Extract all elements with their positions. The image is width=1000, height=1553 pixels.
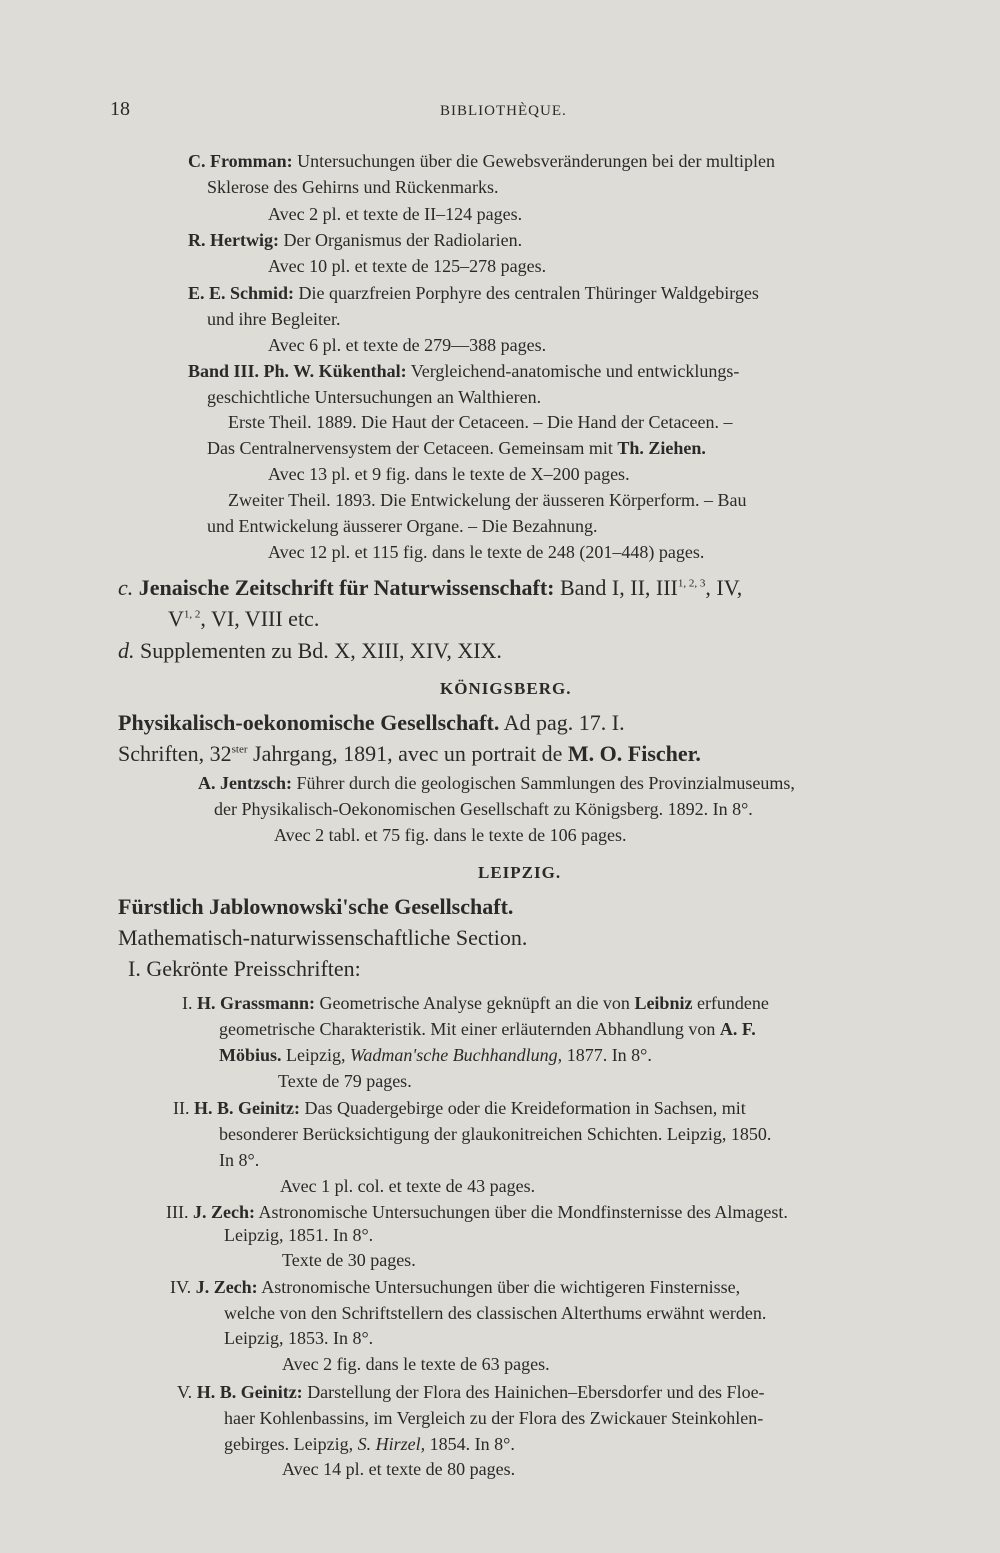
entry-extent: Avec 2 pl. et texte de II–124 pages. (268, 204, 523, 224)
entry-schriften (118, 740, 701, 768)
author-name: Th. Ziehen. (617, 438, 706, 458)
entry-extent: Texte de 79 pages. (278, 1071, 412, 1091)
entry-text: Vergleichend-anatomische und entwicklungs- (406, 361, 740, 381)
entry-extent: Texte de 30 pages. (282, 1250, 416, 1270)
entry-text: Schriften, 32 (118, 741, 232, 766)
entry-extent: Avec 14 pl. et texte de 80 pages. (282, 1459, 516, 1479)
entry-text: erfundene (692, 993, 769, 1013)
entry-text: , VI, VIII etc. (200, 606, 320, 631)
publisher: Wadman'sche Buchhandlung, (350, 1045, 563, 1065)
author-name: A. F. (719, 1019, 756, 1039)
entry-jenaische (118, 574, 742, 602)
entry-line: der Physikalisch-Oekonomischen Gesellschaft zu Königsberg. 1892. In 8°. (214, 799, 753, 819)
entry-geinitz-2 (177, 1381, 765, 1403)
society-title (118, 709, 625, 737)
author-name: Leibniz (634, 993, 693, 1013)
section-title: Mathematisch-naturwissenschaftliche Section. (118, 925, 528, 950)
entry-extent: Avec 13 pl. et 9 fig. dans le texte de X–200 pages. (268, 464, 630, 484)
entry-text: geometrische Charakteristik. Mit einer erläuternden Abhandlung von (219, 1019, 720, 1039)
entry-zech-1 (166, 1201, 788, 1223)
entry-extent: Avec 1 pl. col. et texte de 43 pages. (280, 1176, 536, 1196)
superscript: ster (231, 743, 248, 756)
entry-number: V. (177, 1382, 197, 1402)
section-heading-koenigsberg: KÖNIGSBERG. (440, 679, 572, 698)
entry-line: welche von den Schriftstellern des classischen Alterthums erwähnt werden. (224, 1303, 767, 1323)
entry-text: Ad pag. 17. I. (499, 710, 625, 735)
author-name: E. E. Schmid: (188, 283, 295, 303)
item-letter: c. (118, 575, 134, 600)
entry-text: Band I, II, III (554, 575, 678, 600)
subsection-title: I. Gekrönte Preisschriften: (128, 956, 361, 981)
society-name: Physikalisch-oekonomische Gesellschaft. (118, 710, 500, 735)
entry-line (224, 1433, 515, 1455)
entry-number: III. (166, 1202, 193, 1222)
superscript: 1, 2, 3 (677, 577, 706, 590)
entry-text: Jahrgang, 1891, avec un portrait de (247, 741, 568, 766)
entry-line: Erste Theil. 1889. Die Haut der Cetaceen. – Die Hand der Cetaceen. – (228, 412, 733, 432)
item-letter: d. (118, 638, 135, 663)
entry-text: Darstellung der Flora des Hainichen–Ebersdorfer und des Floe- (302, 1382, 765, 1402)
entry-extent: Avec 2 fig. dans le texte de 63 pages. (282, 1354, 550, 1374)
society-title: Fürstlich Jablownowski'sche Gesellschaft. (118, 894, 514, 919)
author-name: C. Fromman: (188, 151, 293, 171)
journal-title: Jenaische Zeitschrift für Naturwissenschaft: (133, 575, 555, 600)
entry-text: Das Centralnervensystem der Cetaceen. Gemeinsam mit (207, 438, 618, 458)
page-number: 18 (110, 98, 130, 120)
author-name: H. B. Geinitz: (196, 1382, 303, 1402)
entry-text: Die quarzfreien Porphyre des centralen Thüringer Waldgebirges (294, 283, 759, 303)
entry-text: Geometrische Analyse geknüpft an die von (315, 993, 635, 1013)
entry-text: Untersuchungen über die Gewebsveränderungen bei der multiplen (292, 151, 775, 171)
entry-line: besonderer Berücksichtigung der glaukonitreichen Schichten. Leipzig, 1850. (219, 1124, 772, 1144)
entry-line: und Entwickelung äusserer Organe. – Die Bezahnung. (207, 516, 598, 536)
author-name: Band III. Ph. W. Kükenthal: (188, 361, 407, 381)
entry-schmid (188, 282, 759, 304)
entry-number: IV. (170, 1277, 196, 1297)
entry-fromman (188, 150, 775, 172)
entry-line: In 8°. (219, 1150, 260, 1170)
entry-extent: Avec 6 pl. et texte de 279—388 pages. (268, 335, 547, 355)
entry-line: Leipzig, 1853. In 8°. (224, 1328, 374, 1348)
entry-text: 1877. In 8°. (562, 1045, 652, 1065)
entry-text: , IV, (705, 575, 743, 600)
entry-extent: Avec 12 pl. et 115 fig. dans le texte de 248 (201–448) pages. (268, 542, 705, 562)
entry-line: und ihre Begleiter. (207, 309, 341, 329)
section-heading-leipzig: LEIPZIG. (478, 863, 562, 882)
entry-line: haer Kohlenbassins, im Vergleich zu der Flora des Zwickauer Steinkohlen- (224, 1408, 764, 1428)
entry-line: Leipzig, 1851. In 8°. (224, 1225, 374, 1245)
entry-line: Zweiter Theil. 1893. Die Entwickelung der äusseren Körperform. – Bau (228, 490, 747, 510)
entry-line: geschichtliche Untersuchungen an Walthieren. (207, 387, 542, 407)
entry-hertwig (188, 229, 522, 251)
entry-zech-2 (170, 1276, 740, 1298)
running-title: BIBLIOTHÈQUE. (440, 103, 567, 119)
entry-grassmann (182, 992, 769, 1014)
entry-line: Sklerose des Gehirns und Rückenmarks. (207, 177, 499, 197)
entry-text: Astronomische Untersuchungen über die Mondfinsternisse des Almagest. (254, 1202, 788, 1222)
entry-text: gebirges. Leipzig, (224, 1434, 358, 1454)
entry-text: Der Organismus der Radiolarien. (278, 230, 523, 250)
entry-number: I. (182, 993, 197, 1013)
author-name: R. Hertwig: (188, 230, 279, 250)
entry-geinitz-1 (173, 1097, 746, 1119)
entry-text: Supplementen zu Bd. X, XIII, XIV, XIX. (134, 638, 502, 663)
entry-supplementen (118, 637, 502, 665)
entry-text: V (168, 606, 184, 631)
superscript: 1, 2 (183, 608, 201, 621)
entry-line (168, 605, 319, 633)
entry-jentzsch (198, 772, 795, 794)
author-name: A. Jentzsch: (198, 773, 292, 793)
entry-text: Leipzig, (281, 1045, 351, 1065)
entry-text: 1854. In 8°. (425, 1434, 515, 1454)
author-name: J. Zech: (195, 1277, 258, 1297)
author-name: H. Grassmann: (197, 993, 316, 1013)
author-name: H. B. Geinitz: (194, 1098, 300, 1118)
entry-text: Das Quadergebirge oder die Kreideformation in Sachsen, mit (300, 1098, 746, 1118)
publisher: S. Hirzel, (357, 1434, 426, 1454)
entry-line (219, 1018, 756, 1040)
entry-line (207, 437, 706, 459)
entry-number: II. (173, 1098, 194, 1118)
author-name: J. Zech: (192, 1202, 255, 1222)
entry-text: Führer durch die geologischen Sammlungen des Provinzialmuseums, (291, 773, 795, 793)
author-name: M. O. Fischer. (567, 741, 701, 766)
entry-extent: Avec 2 tabl. et 75 fig. dans le texte de 106 pages. (274, 825, 627, 845)
entry-extent: Avec 10 pl. et texte de 125–278 pages. (268, 256, 547, 276)
entry-text: Astronomische Untersuchungen über die wichtigeren Finsternisse, (257, 1277, 741, 1297)
entry-line (219, 1044, 652, 1066)
entry-kuekenthal (188, 360, 739, 382)
author-name: Möbius. (219, 1045, 282, 1065)
